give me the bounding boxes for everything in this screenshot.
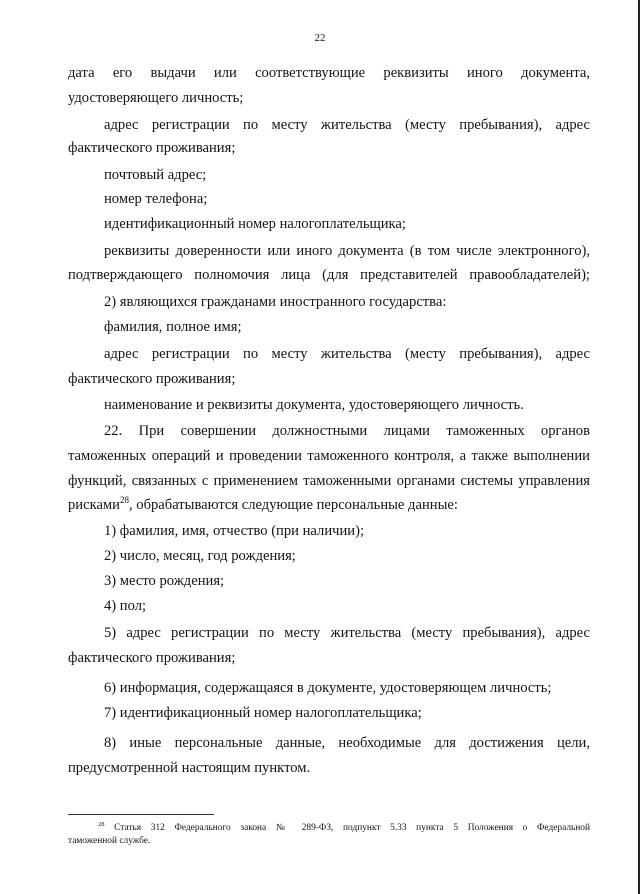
text-line: адрес регистрации по месту жительства (месту пребывания), адрес xyxy=(104,346,590,362)
page-number: 22 xyxy=(314,32,326,44)
footnote-line: таможенной службе. xyxy=(68,836,151,846)
text-line: 6) информация, содержащаяся в документе, удостоверяющем личность; xyxy=(104,680,552,696)
text-line: идентификационный номер налогоплательщика; xyxy=(104,216,406,232)
text-line: фактического проживания; xyxy=(68,371,236,387)
text-line: 5) адрес регистрации по месту жительства (месту пребывания), адрес xyxy=(104,625,590,641)
footnote-number: 28 xyxy=(98,820,105,828)
text-line: 3) место рождения; xyxy=(104,573,225,589)
text-line: номер телефона; xyxy=(104,191,208,207)
text-line: 22. При совершении должностными лицами таможенных органов xyxy=(104,423,590,439)
text-line: подтверждающего полномочия лица (для представителей правообладателей); xyxy=(68,267,590,283)
text-line: 7) идентификационный номер налогоплательщика; xyxy=(104,705,422,721)
text-fragment: рисками xyxy=(68,497,120,513)
text-line: таможенных операций и проведении таможенного контроля, а также выполнении xyxy=(68,448,590,464)
text-line: фактического проживания; xyxy=(68,140,236,156)
text-line: дата его выдачи или соответствующие реквизиты иного документа, xyxy=(68,65,590,81)
text-line: 4) пол; xyxy=(104,598,147,614)
text-line: почтовый адрес; xyxy=(104,167,207,183)
text-line xyxy=(68,496,590,514)
text-line: функций, связанных с применением таможенными органами системы управления xyxy=(68,473,590,489)
footnote-separator xyxy=(68,814,214,815)
text-fragment: , обрабатываются следующие персональные данные: xyxy=(128,497,458,513)
text-line: фамилия, полное имя; xyxy=(104,319,242,335)
text-line: реквизиты доверенности или иного документа (в том числе электронного), xyxy=(104,243,590,259)
text-line: наименование и реквизиты документа, удостоверяющего личность. xyxy=(104,397,524,413)
text-line: 2) являющихся гражданами иностранного государства: xyxy=(104,294,447,310)
text-line: фактического проживания; xyxy=(68,650,236,666)
footnote-line xyxy=(98,822,590,834)
text-line: 2) число, месяц, год рождения; xyxy=(104,548,296,564)
text-line: 1) фамилия, имя, отчество (при наличии); xyxy=(104,523,365,539)
footnote-text: Статья 312 Федерального закона № 289-ФЗ, подпункт 5.33 пункта 5 Положения о Федеральной xyxy=(114,823,590,833)
text-line: 8) иные персональные данные, необходимые для достижения цели, xyxy=(104,735,590,751)
footnote-reference: 28 xyxy=(119,495,129,506)
text-line: предусмотренной настоящим пунктом. xyxy=(68,760,311,776)
text-line: адрес регистрации по месту жительства (месту пребывания), адрес xyxy=(104,117,590,133)
text-line: удостоверяющего личность; xyxy=(68,90,244,106)
